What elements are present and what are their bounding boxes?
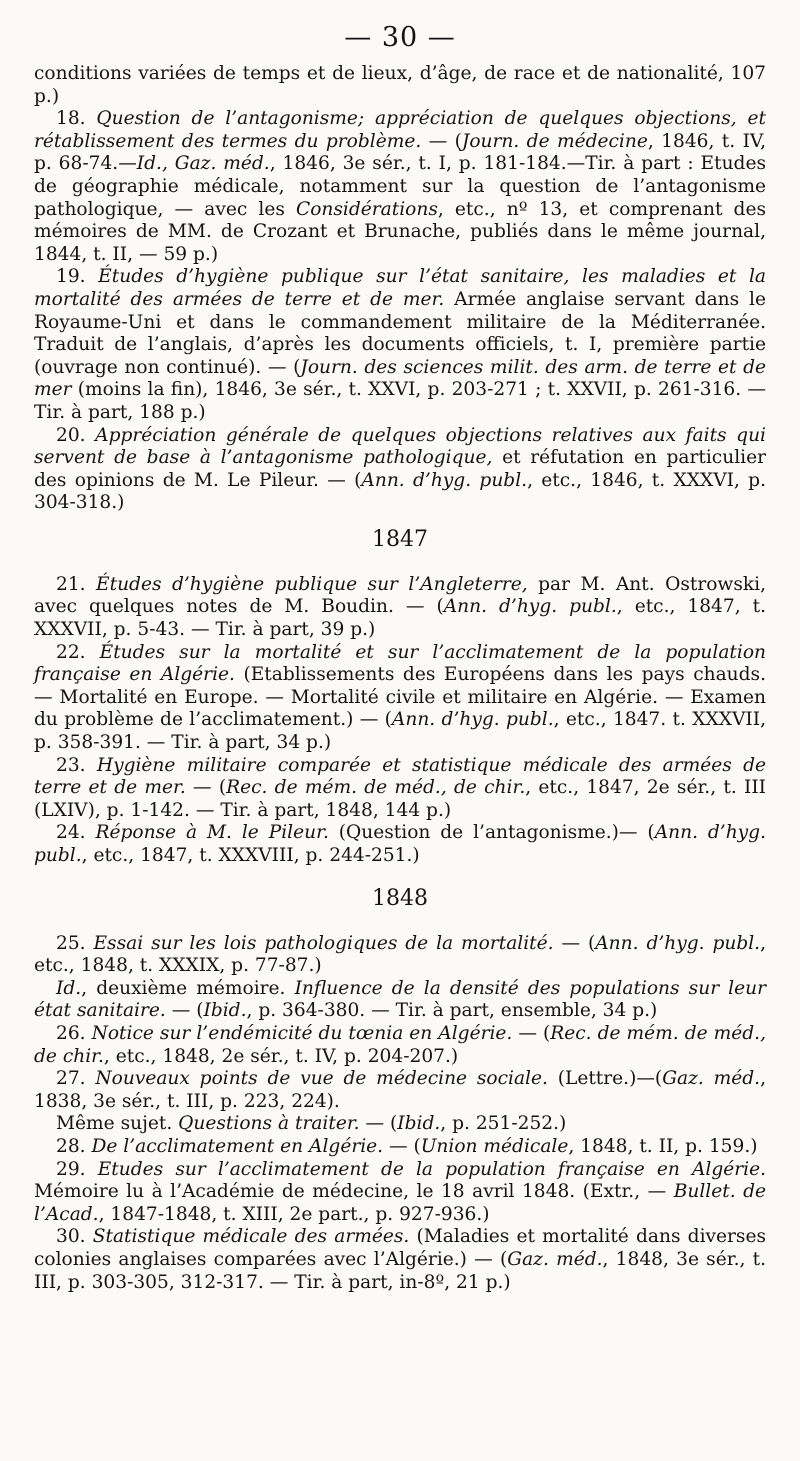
entry-title-italic: Ibid. bbox=[397, 1113, 441, 1135]
entry-text: 27. bbox=[56, 1068, 96, 1090]
entry-text: par M. Ant. Ostrowski, avec quelques notes de M. Boudin. — ( bbox=[34, 573, 766, 618]
bibliography-entry-e25 bbox=[34, 933, 766, 978]
bibliography-entry-e30 bbox=[34, 1226, 766, 1294]
entry-title-italic: Réponse à M. le Pileur. bbox=[95, 822, 329, 844]
bibliography-entry-e24 bbox=[34, 822, 766, 867]
entry-title-italic: Ann. d’hyg. publ. bbox=[595, 932, 761, 954]
entry-text: , etc., 1847, 2e sér., t. III (LXIV), p. 1-142. — Tir. à part, 1848, 144 p.) bbox=[34, 777, 767, 821]
entry-title-italic: De l’acclimatement en Algérie. bbox=[91, 1135, 384, 1157]
entry-text: Mémoire lu à l’Académie de médecine, le 18 avril 1848. (Extr., — bbox=[34, 1181, 674, 1203]
entry-text: 22. bbox=[56, 641, 100, 663]
entry-text: 19. bbox=[56, 266, 99, 288]
bibliography-entry-e29 bbox=[34, 1159, 766, 1227]
entry-title-italic: Questions à traiter. bbox=[178, 1113, 360, 1135]
entry-title-italic: Nouveaux points de vue de médecine sociale. bbox=[95, 1068, 548, 1090]
entry-text: 26. bbox=[56, 1022, 92, 1044]
bibliography-entry-e27 bbox=[34, 1068, 766, 1113]
entry-text: — ( bbox=[383, 1135, 421, 1157]
entry-text: — ( bbox=[359, 1113, 398, 1135]
bibliography-entry-e21 bbox=[34, 574, 766, 642]
entry-text: , 1838, 3e sér., t. III, p. 223, 224). bbox=[34, 1068, 767, 1112]
entry-text: , 1846, 3e sér., t. I, p. 181-184.—Tir. à part : Etudes de géographie médicale, notamment sur la question de l’antagonisme pathologique, — avec les bbox=[34, 153, 766, 220]
entry-text: (Lettre.)—( bbox=[547, 1068, 663, 1090]
entry-title-italic: Journ. des sciences milit. des arm. de terre et de mer bbox=[34, 356, 766, 401]
entry-title-italic: Ann. d’hyg. publ. bbox=[391, 709, 554, 731]
entry-title-italic: Appréciation générale de quelques objections relatives aux faits qui servent de base à l’antagonisme pathologique, bbox=[34, 424, 767, 469]
entry-title-italic: Gaz. méd. bbox=[662, 1068, 761, 1090]
entry-text: 30. bbox=[56, 1226, 93, 1248]
bibliography-entry-e26 bbox=[34, 1023, 766, 1068]
entry-text: , 1848, 3e sér., t. III, p. 303-305, 312-317. — Tir. à part, in-8º, 21 p.) bbox=[34, 1248, 766, 1293]
entry-text: , etc., nº 13, et comprenant des mémoires de MM. de Crozant et Brunache, publiés dans le même journal, 1844, t. II, — 59 p.) bbox=[34, 198, 766, 265]
bibliography-entry-e27b bbox=[34, 1113, 766, 1136]
entry-title-italic: Statistique médicale des armées. bbox=[92, 1226, 410, 1248]
entry-text: (moins la fin), 1846, 3e sér., t. XXVI, p. 203-271 ; t. XXVII, p. 261-316. — Tir. à part, 188 p.) bbox=[34, 379, 766, 423]
entry-text: , deuxième mémoire. bbox=[81, 977, 295, 999]
bibliography-entry-e23 bbox=[34, 755, 766, 823]
entry-text: Armée anglaise servant dans le Royaume-Uni et dans le commandement militaire de la Méditerranée. Traduit de l’anglais, d’après les documents officiels, t. I, première partie (ouvrage non continué). — ( bbox=[34, 288, 767, 378]
entry-text: , 1848, t. II, p. 159.) bbox=[568, 1135, 758, 1157]
entry-text: , etc., 1848, t. XXXIX, p. 77-87.) bbox=[34, 932, 767, 977]
bibliography-entry-e28 bbox=[34, 1136, 766, 1159]
bibliography-entry-e25b bbox=[34, 978, 766, 1023]
entry-text: 20. bbox=[56, 424, 96, 446]
bibliography-entry-e19 bbox=[34, 266, 766, 424]
entry-text: 18. bbox=[56, 108, 97, 130]
entry-text: , p. 364-380. — Tir. à part, ensemble, 34 p.) bbox=[246, 1000, 658, 1022]
entry-title-italic: Ann. d’hyg. publ. bbox=[34, 822, 766, 866]
year-heading: 1847 bbox=[372, 526, 428, 552]
entry-title-italic: Études d’hygiène publique sur l’Angleterre, bbox=[96, 573, 528, 595]
entry-title-italic: Influence de la densité des populations sur leur état sanitaire. bbox=[34, 977, 767, 1022]
entry-text: , 1846, t. IV, p. 68-74.— bbox=[34, 130, 767, 175]
entry-text: conditions variées de temps et de lieux, d’âge, de race et de nationalité, 107 p.) bbox=[34, 63, 766, 107]
bibliography-entry-e18 bbox=[34, 108, 766, 266]
entry-title-italic: Ann. d’hyg. publ. bbox=[443, 596, 617, 618]
entry-text: — ( bbox=[553, 932, 596, 954]
entry-text: 23. bbox=[56, 754, 97, 776]
entry-text: — ( bbox=[512, 1022, 551, 1044]
entry-title-italic: Notice sur l’endémicité du tœnia en Algérie. bbox=[91, 1022, 513, 1044]
entry-text: , 1847-1848, t. XIII, 2e part., p. 927-936.) bbox=[98, 1203, 490, 1225]
entry-title-italic: Essai sur les lois pathologiques de la mortalité. bbox=[93, 932, 554, 954]
entry-text: 21. bbox=[56, 573, 97, 595]
entry-text: , etc., 1848, 2e sér., t. IV, p. 204-207.) bbox=[103, 1045, 459, 1067]
entry-text: 28. bbox=[56, 1135, 92, 1157]
entry-text: (Maladies et mortalité dans diverses colonies anglaises comparées avec l’Algérie.) — ( bbox=[34, 1226, 767, 1270]
entry-title-italic: Études d’hygiène publique sur l’état sanitaire, les maladies et la mortalité des armées de terre et de mer. bbox=[34, 266, 766, 310]
entry-title-italic: Id., Gaz. méd. bbox=[136, 153, 270, 175]
entry-title-italic: Journ. de médecine bbox=[461, 130, 648, 152]
bibliography-entry-e22 bbox=[34, 642, 766, 755]
entry-title-italic: Hygiène militaire comparée et statistique médicale des armées de terre et de mer. bbox=[34, 754, 766, 799]
entry-title-italic: Union médicale bbox=[420, 1135, 569, 1157]
entry-title-italic: Ann. d’hyg. publ. bbox=[361, 469, 528, 491]
page-number: — 30 — bbox=[344, 22, 456, 53]
entry-text: et réfutation en particulier des opinions de M. Le Pileur. — ( bbox=[34, 447, 766, 491]
bibliography-entry-e20 bbox=[34, 425, 766, 515]
entry-text: , etc., 1847. t. XXXVII, p. 358-391. — Tir. à part, 34 p.) bbox=[34, 709, 766, 754]
entry-title-italic: Id. bbox=[56, 977, 82, 999]
entry-text: , etc., 1847, t. XXXVII, p. 5-43. — Tir. à part, 39 p.) bbox=[34, 596, 767, 641]
entry-text: — ( bbox=[185, 777, 227, 799]
entry-title-italic: Etudes sur l’acclimatement de la population française en Algérie. bbox=[97, 1158, 766, 1180]
entry-text: , etc., 1847, t. XXXVIII, p. 244-251.) bbox=[81, 845, 420, 866]
entry-text: (Etablissements des Européens dans les pays chauds. — Mortalité en Europe. — Mortalité civile et militaire en Algérie. — Examen du problème de l’acclimatement.) — ( bbox=[34, 664, 767, 731]
entry-title-italic: Études sur la mortalité et sur l’acclimatement de la population française en Algérie. bbox=[34, 641, 766, 686]
entry-title-italic: Gaz. méd. bbox=[507, 1248, 603, 1270]
entry-title-italic: Question de l’antagonisme; appréciation de quelques objections, et rétablissement des termes du problème. bbox=[34, 108, 767, 152]
entry-title-italic: Rec. de mém. de méd., de chir. bbox=[34, 1022, 766, 1067]
entry-text: (Question de l’antagonisme.)— ( bbox=[328, 822, 655, 844]
entry-text: Même sujet. bbox=[56, 1113, 179, 1135]
entry-text: , etc., 1846, t. XXXVI, p. 304-318.) bbox=[34, 469, 766, 514]
entry-title-italic: Ibid. bbox=[203, 1000, 247, 1022]
entry-text: — ( bbox=[165, 1000, 204, 1022]
entry-text: 24. bbox=[56, 822, 96, 844]
entry-title-italic: Rec. de mém. de méd., de chir. bbox=[226, 777, 526, 799]
year-heading: 1848 bbox=[372, 885, 428, 911]
entry-title-italic: Considérations bbox=[295, 198, 438, 220]
entry-text: — ( bbox=[421, 130, 462, 152]
continued-text bbox=[34, 63, 766, 108]
entry-text: , p. 251-252.) bbox=[440, 1113, 567, 1135]
bibliography-content bbox=[34, 63, 766, 1294]
entry-title-italic: Bullet. de l’Acad. bbox=[34, 1181, 766, 1225]
entry-text: 25. bbox=[56, 932, 94, 954]
entry-text: 29. bbox=[56, 1158, 98, 1180]
